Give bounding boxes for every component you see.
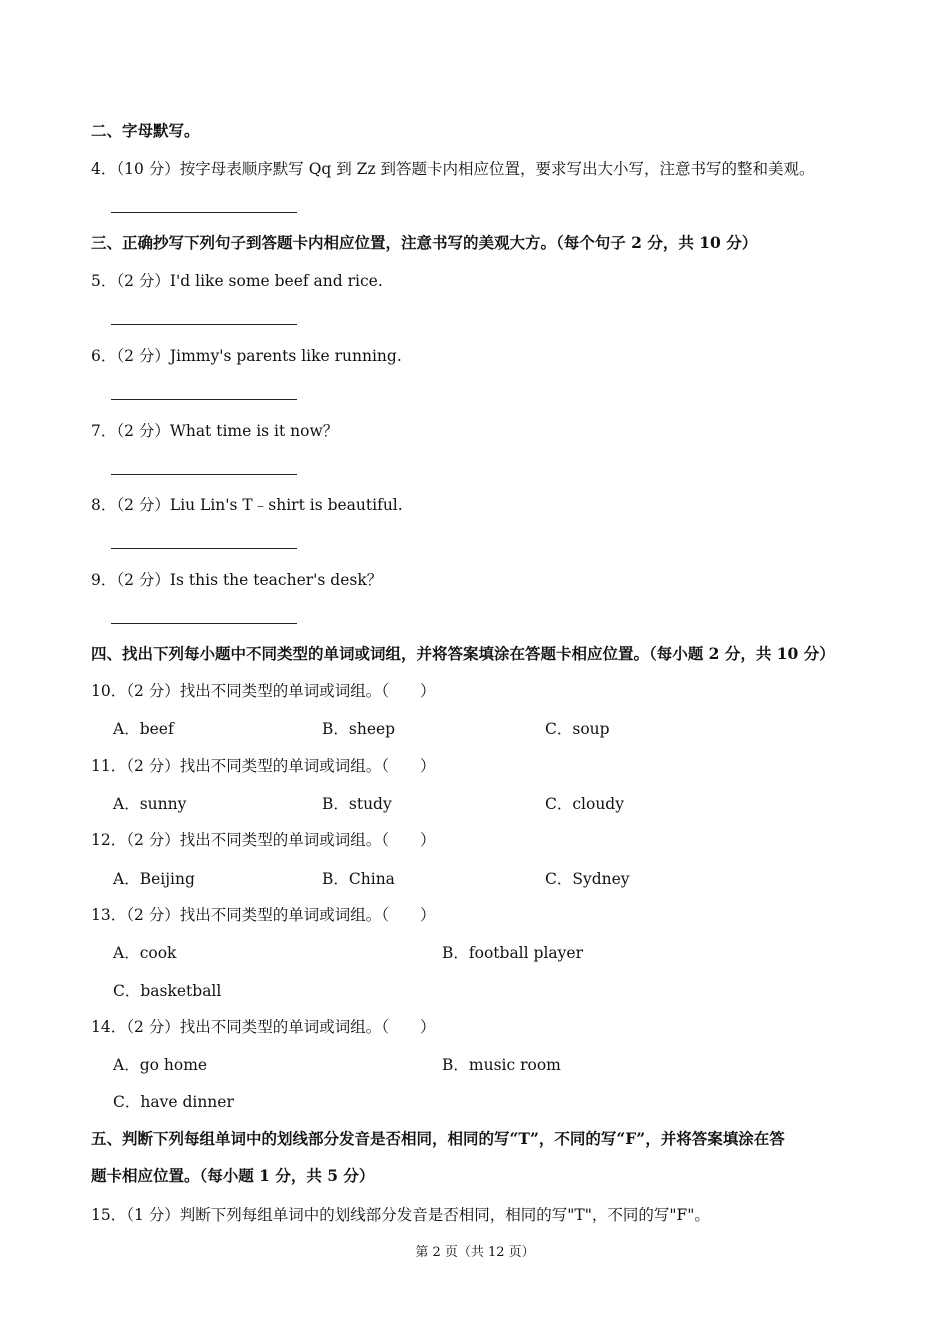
question-7: 7．（2 分）What time is it now？ <box>91 422 339 440</box>
question-15: 15．（1 分）判断下列每组单词中的划线部分发音是否相同，相同的写"T"，不同的写"F"。 <box>91 1206 710 1224</box>
answer-line-9 <box>111 623 297 624</box>
question-14-option-c: C．have dinner <box>113 1093 234 1111</box>
question-14-option-a: A．go home <box>113 1056 208 1074</box>
question-12-option-a: A．Beijing <box>113 870 195 888</box>
question-13-stem: 13．（2 分）找出不同类型的单词或词组。（ ） <box>91 906 436 924</box>
page-footer: 第 2 页（共 12 页） <box>415 1245 535 1260</box>
section-5-heading-line-2: 题卡相应位置。（每小题 1 分，共 5 分） <box>91 1166 375 1185</box>
question-11-stem: 11．（2 分）找出不同类型的单词或词组。（ ） <box>91 757 436 775</box>
answer-line-8 <box>111 548 297 549</box>
question-9: 9．（2 分）Is this the teacher's desk？ <box>91 571 383 589</box>
question-11-option-c: C．cloudy <box>545 795 624 813</box>
question-14-stem: 14．（2 分）找出不同类型的单词或词组。（ ） <box>91 1018 436 1036</box>
question-11-option-a: A．sunny <box>113 795 187 813</box>
answer-line-6 <box>111 399 297 400</box>
answer-line-4 <box>111 212 297 213</box>
question-5: 5．（2 分）I'd like some beef and rice. <box>91 272 383 290</box>
answer-line-5 <box>111 324 297 325</box>
question-11-option-b: B．study <box>322 795 392 813</box>
question-13-option-b: B．football player <box>442 944 583 962</box>
question-12-option-c: C．Sydney <box>545 870 630 888</box>
question-6: 6．（2 分）Jimmy's parents like running. <box>91 347 402 365</box>
section-4-heading: 四、找出下列每小题中不同类型的单词或词组，并将答案填涂在答题卡相应位置。（每小题 2 分，共 10 分） <box>91 644 835 663</box>
question-10-option-b: B．sheep <box>322 720 396 738</box>
question-8: 8．（2 分）Liu Lin's T﹣shirt is beautiful. <box>91 496 403 514</box>
answer-line-7 <box>111 474 297 475</box>
section-2-heading: 二、字母默写。 <box>91 121 200 140</box>
question-13-option-c: C．basketball <box>113 982 222 1000</box>
question-10-option-a: A．beef <box>113 720 174 738</box>
question-4: 4．（10 分）按字母表顺序默写 Qq 到 Zz 到答题卡内相应位置，要求写出大小写，注意书写的整和美观。 <box>91 160 815 178</box>
question-12-option-b: B．China <box>322 870 395 888</box>
question-10-stem: 10．（2 分）找出不同类型的单词或词组。（ ） <box>91 682 436 700</box>
question-13-option-a: A．cook <box>113 944 177 962</box>
question-12-stem: 12．（2 分）找出不同类型的单词或词组。（ ） <box>91 831 436 849</box>
question-10-option-c: C．soup <box>545 720 610 738</box>
section-3-heading: 三、正确抄写下列句子到答题卡内相应位置，注意书写的美观大方。（每个句子 2 分，共 10 分） <box>91 233 758 252</box>
question-14-option-b: B．music room <box>442 1056 561 1074</box>
section-5-heading-line-1: 五、判断下列每组单词中的划线部分发音是否相同，相同的写“T”，不同的写“F”，并将答案填涂在答 <box>91 1129 785 1148</box>
